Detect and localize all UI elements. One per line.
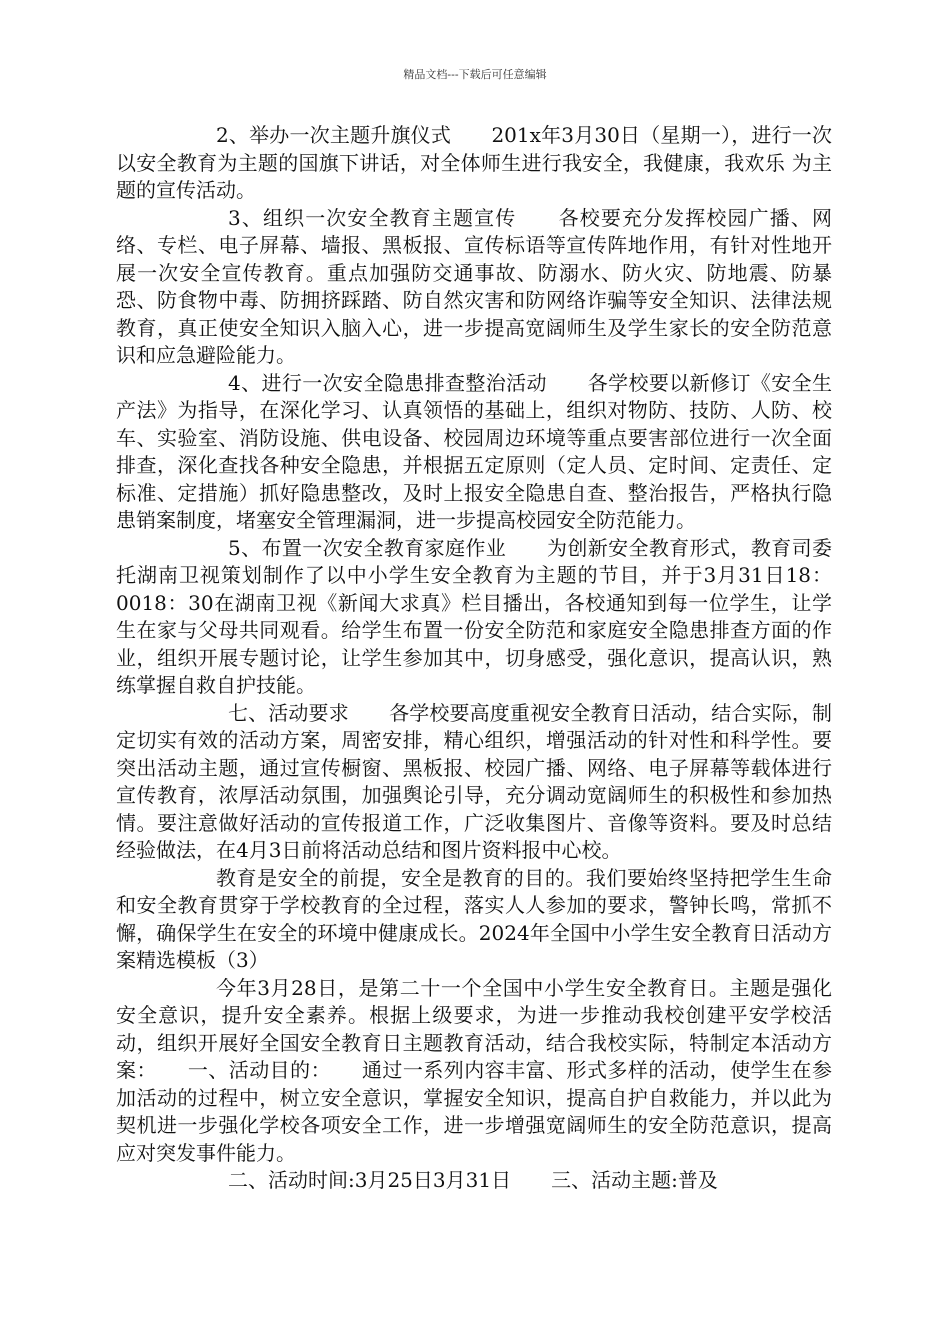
- paragraph-flag-ceremony: 2、举办一次主题升旗仪式 201x年3月30日（星期一），进行一次以安全教育为主题的国旗下讲话，对全体师生进行我安全，我健康，我欢乐 为主题的宣传活动。: [116, 123, 832, 202]
- paragraph-time-theme: 二、活动时间:3月25日3月31日 三、活动主题:普及: [228, 1168, 718, 1192]
- paragraph-hazard-inspection: 4、进行一次安全隐患排查整治活动 各学校要以新修订《安全生产法》为指导，在深化学习、认真领悟的基础上，组织对物防、技防、人防、校车、实验室、消防设施、供电设备、校园周边环境等重点要害部位进行一次全面排查，深化查找各种安全隐患，并根据五定原则（定人员、定时间、定责任、定标准、定措施）抓好隐患整改，及时上报安全隐患自查、整治报告，严格执行隐患销案制度，堵塞安全管理漏洞，进一步提高校园安全防范能力。: [116, 370, 832, 532]
- paragraph-requirements: 七、活动要求 各学校要高度重视安全教育日活动，结合实际，制定切实有效的活动方案，周密安排，精心组织，增强活动的针对性和科学性。要突出活动主题，通过宣传橱窗、黑板报、校园广播、网络、电子屏幕等载体进行宣传教育，浓厚活动氛围，加强舆论引导，充分调动宽阔师生的积极性和参加热情。要注意做好活动的宣传报道工作，广泛收集图片、音像等资料。要及时总结经验做法，在4月3日前将活动总结和图片资料报中心校。: [116, 700, 832, 862]
- paragraph-homework: 5、布置一次安全教育家庭作业 为创新安全教育形式，教育司委托湖南卫视策划制作了以中小学生安全教育为主题的节目，并于3月31日18：0018：30在湖南卫视《新闻大求真》栏目播出，各校通知到每一位学生，让学生在家与父母共同观看。给学生布置一份安全防范和家庭安全隐患排查方面的作业，组织开展专题讨论，让学生参加其中，切身感受，强化意识，提高认识，熟练掌握自救自护技能。: [116, 535, 832, 697]
- paragraph-conclusion: 教育是安全的前提，安全是教育的目的。我们要始终坚持把学生生命和安全教育贯穿于学校教育的全过程，落实人人参加的要求，警钟长鸣，常抓不懈，确保学生在安全的环境中健康成长。2024年全国中小学生安全教育日活动方案精选模板（3）: [116, 865, 832, 972]
- page-header: 精品文档---下载后可任意编辑: [403, 68, 547, 81]
- paragraph-publicity: 3、组织一次安全教育主题宣传 各校要充分发挥校园广播、网络、专栏、电子屏幕、墙报、黑板报、宣传标语等宣传阵地作用，有针对性地开展一次安全宣传教育。重点加强防交通事故、防溺水、防火灾、防地震、防暴恐、防食物中毒、防拥挤踩踏、防自然灾害和防网络诈骗等安全知识、法律法规教育，真正使安全知识入脑入心，进一步提高宽阔师生及学生家长的安全防范意识和应急避险能力。: [116, 205, 832, 367]
- paragraph-plan-intro: 今年3月28日，是第二十一个全国中小学生安全教育日。主题是强化安全意识，提升安全素养。根据上级要求，为进一步推动我校创建平安学校活动，组织开展好全国安全教育日主题教育活动，结合我校实际，特制定本活动方案： 一、活动目的： 通过一系列内容丰富、形式多样的活动，使学生在参加活动的过程中，树立安全意识，掌握安全知识，提高自护自救能力，并以此为契机进一步强化学校各项安全工作，进一步增强宽阔师生的安全防范意识，提高应对突发事件能力。: [116, 975, 832, 1165]
- document-body: [116, 122, 832, 1195]
